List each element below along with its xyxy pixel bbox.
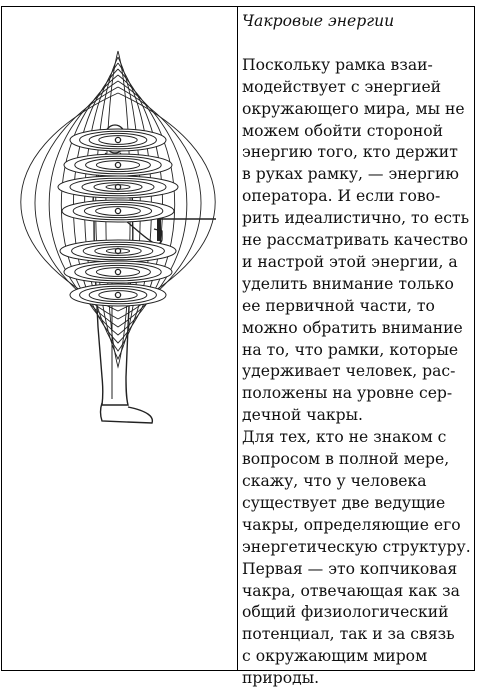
text-line: можем обойти стороной: [242, 121, 444, 140]
chakra-ring: [62, 200, 174, 222]
text-line: уделить внимание только: [242, 274, 454, 293]
text-line: и настрой этой энергии, а: [242, 252, 458, 271]
text-line: потенциал, так и за связь: [242, 625, 455, 644]
text-line: не рассматривать качество: [242, 231, 469, 250]
text-line: чакра, отвечающая как за: [242, 581, 460, 600]
chakra-ring: [70, 129, 166, 151]
text-line: вопросом в полной мере,: [242, 450, 450, 469]
text-line: положены на уровне сер-: [242, 384, 453, 403]
chakra-ring: [64, 261, 172, 283]
text-line: рить идеалистично, то есть: [242, 209, 470, 228]
text-line: окружающего мира, мы не: [242, 99, 465, 118]
text-line: дечной чакры.: [242, 406, 363, 425]
chakra-ring: [58, 176, 178, 198]
text-line: Для тех, кто не знаком с: [242, 428, 447, 447]
chakra-illustration: [2, 7, 237, 670]
text-line: скажу, что у человека: [242, 472, 427, 491]
text-line: общий физиологический: [242, 603, 449, 622]
text-line: энергию того, кто держит: [242, 143, 458, 162]
text-line: Первая — это копчиковая: [242, 559, 458, 578]
text-line: ее первичной части, то: [242, 296, 435, 315]
text-line: существует две ведущие: [242, 493, 446, 512]
paragraph: [242, 55, 474, 427]
text-line: Поскольку рамка взаи-: [242, 55, 433, 74]
page-table: [1, 6, 475, 688]
text-cell: [238, 7, 474, 688]
text-line: на то, что рамки, которые: [242, 340, 459, 359]
shoe-outline: [101, 403, 153, 423]
chakra-ring: [60, 240, 176, 262]
text-line: в руках рамку, — энергию: [242, 165, 459, 184]
text-line: удерживает человек, рас-: [242, 362, 456, 381]
section-body: [242, 55, 474, 690]
section-title: Чакровые энергии: [242, 12, 395, 30]
text-line: чакры, определяющие его: [242, 515, 461, 534]
text-line: энергетическую структуру.: [242, 537, 471, 556]
paragraph: [242, 427, 474, 690]
text-line: оператора. И если гово-: [242, 187, 441, 206]
illustration-cell: [2, 7, 238, 670]
text-line: с окружающим миром: [242, 647, 428, 666]
chakra-ring: [64, 154, 172, 176]
frame-handle: [157, 217, 161, 241]
text-line: природы.: [242, 669, 320, 688]
text-line: можно обратить внимание: [242, 318, 463, 337]
text-line: модействует с энергией: [242, 77, 442, 96]
chakra-ring: [70, 284, 166, 306]
